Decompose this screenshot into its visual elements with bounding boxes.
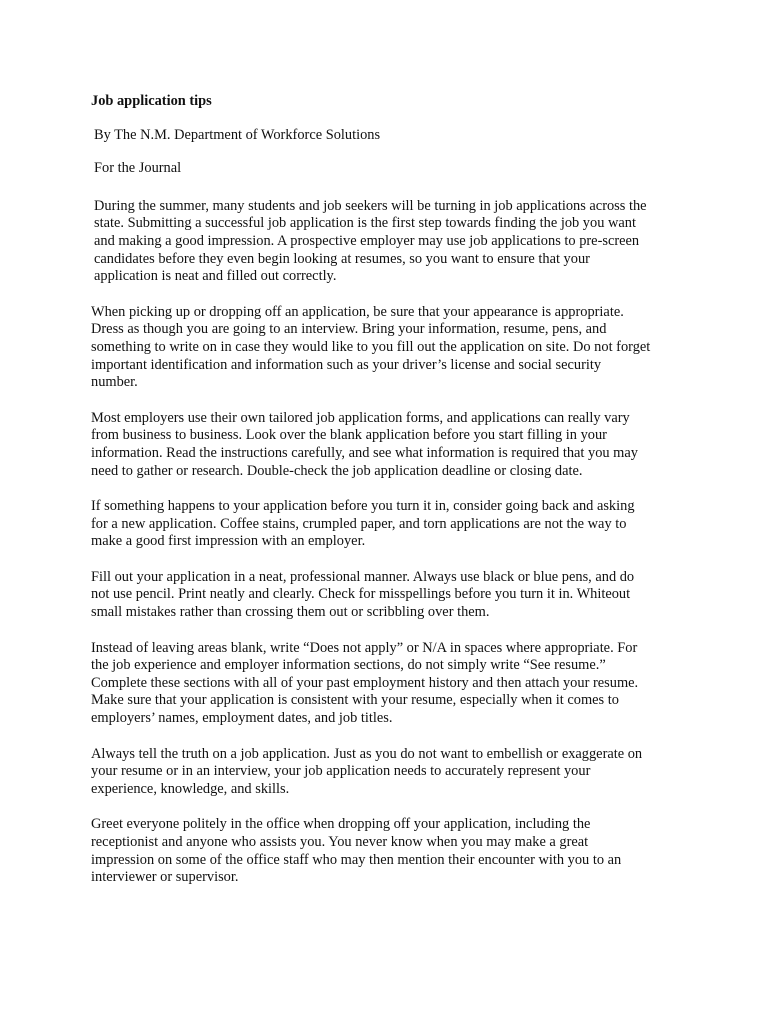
paragraph-line: experience, knowledge, and skills.: [91, 780, 290, 797]
paragraph-line: Dress as though you are going to an interview. Bring your information, resume, pens, and: [91, 321, 607, 338]
paragraph-line: information. Read the instructions carefully, and see what information is required that you may: [91, 444, 638, 461]
paragraph-line: state. Submitting a successful job application is the first step towards finding the job you want: [94, 215, 636, 232]
paragraph-line: receptionist and anyone who assists you. You never know when you may make a great: [91, 834, 589, 850]
paragraph-line: not use pencil. Print neatly and clearly. Check for misspellings before you turn it in. Whiteout: [91, 586, 631, 603]
paragraph-line: make a good first impression with an employer.: [91, 533, 366, 550]
paragraph-intro: [91, 198, 691, 286]
article-byline: By The N.M. Department of Workforce Solutions: [94, 126, 381, 143]
paragraph-line: number.: [91, 374, 138, 391]
paragraph-line: interviewer or supervisor.: [91, 869, 239, 886]
paragraph-line: Fill out your application in a neat, professional manner. Always use black or blue pens, and do: [91, 568, 635, 585]
paragraph-neatness: [91, 569, 691, 622]
paragraph-line: Greet everyone politely in the office when dropping off your application, including the: [91, 816, 591, 833]
paragraph-line: If something happens to your application before you turn it in, consider going back and asking: [91, 498, 635, 515]
paragraph-line: your resume or in an interview, your job application needs to accurately represent your: [91, 763, 591, 780]
paragraph-blank-areas: [91, 640, 691, 728]
paragraph-new-application: [91, 498, 691, 551]
document-page: [91, 93, 691, 905]
paragraph-line: something to write on in case they would like to you fill out the application on site. Do not forget: [91, 338, 651, 355]
paragraph-line: candidates before they even begin looking at resumes, so you want to ensure that your: [94, 250, 590, 267]
paragraph-line: When picking up or dropping off an application, be sure that your appearance is appropriate.: [91, 303, 624, 320]
paragraph-forms: [91, 410, 691, 480]
article-title: Job application tips: [91, 93, 212, 109]
paragraph-line: important identification and information such as your driver’s license and social security: [91, 356, 602, 373]
paragraph-truth: [91, 746, 691, 799]
paragraph-line: for a new application. Coffee stains, crumpled paper, and torn applications are not the way to: [91, 515, 627, 532]
paragraph-line: impression on some of the office staff who may then mention their encounter with you to an: [91, 851, 622, 868]
paragraph-line: employers’ names, employment dates, and job titles.: [91, 710, 393, 727]
paragraph-line: Instead of leaving areas blank, write “Does not apply” or N/A in spaces where appropriate. For: [91, 639, 638, 656]
paragraph-greeting: [91, 816, 691, 886]
paragraph-line: and making a good impression. A prospective employer may use job applications to pre-screen: [94, 232, 640, 249]
paragraph-line: application is neat and filled out correctly.: [94, 268, 337, 285]
paragraph-appearance: [91, 304, 691, 392]
paragraph-line: Most employers use their own tailored job application forms, and applications can really vary: [91, 409, 630, 426]
paragraph-line: Complete these sections with all of your past employment history and then attach your resume.: [91, 674, 639, 691]
article-dateline: For the Journal: [94, 160, 182, 177]
paragraph-line: from business to business. Look over the blank application before you start filling in your: [91, 427, 607, 444]
paragraph-line: Always tell the truth on a job application. Just as you do not want to embellish or exaggerate on: [91, 745, 643, 762]
paragraph-line: small mistakes rather than crossing them out or scribbling over them.: [91, 604, 490, 621]
paragraph-line: need to gather or research. Double-check the job application deadline or closing date.: [91, 462, 583, 479]
paragraph-line: Make sure that your application is consistent with your resume, especially when it comes to: [91, 692, 619, 709]
paragraph-line: During the summer, many students and job seekers will be turning in job applications across the: [94, 197, 647, 214]
paragraph-line: the job experience and employer information sections, do not simply write “See resume.”: [91, 657, 606, 674]
